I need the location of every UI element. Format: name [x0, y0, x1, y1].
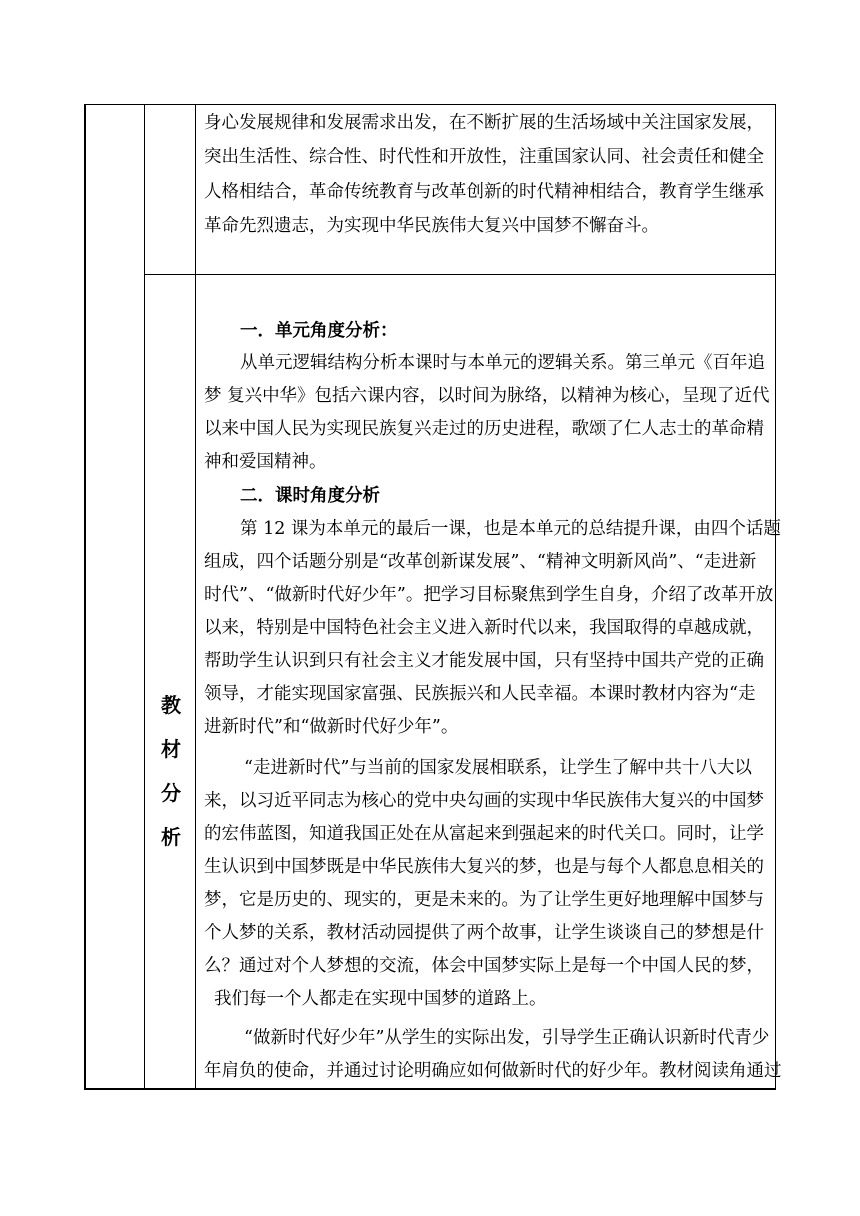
row-divider [144, 274, 776, 275]
para3-line-7: 么？通过对个人梦想的交流，体会中国梦实际上是每一个中国人民的梦， [204, 956, 764, 976]
para2-line-5: 帮助学生认识到只有社会主义才能发展中国，只有坚持中国共产党的正确 [204, 651, 764, 671]
row1-line-1: 身心发展规律和发展需求出发，在不断扩展的生活场域中关注国家发展， [204, 113, 764, 133]
para1-line-4: 神和爱国精神。 [204, 452, 327, 472]
para3-line-4: 生认识到中国梦既是中华民族伟大复兴的梦，也是与每个人都息息相关的 [204, 857, 764, 877]
row1-line-2: 突出生活性、综合性、时代性和开放性，注重国家认同、社会责任和健全 [204, 147, 764, 167]
row1-line-4: 革命先烈遗志，为实现中华民族伟大复兴中国梦不懈奋斗。 [204, 216, 659, 236]
heading-lesson-analysis: 二．课时角度分析 [240, 486, 380, 506]
para3-line-2: 来，以习近平同志为核心的党中央勾画的实现中华民族伟大复兴的中国梦 [204, 791, 764, 811]
para3-line-3: 的宏伟蓝图，知道我国正处在从富起来到强起来的时代关口。同时，让学 [204, 824, 764, 844]
para3-line-6: 个人梦的关系，教材活动园提供了两个故事，让学生谈谈自己的梦想是什 [204, 923, 764, 943]
para3-line-8: 我们每一个人都走在实现中国梦的道路上。 [214, 989, 547, 1009]
section-label-char-4: 析 [161, 825, 181, 849]
para1-line-2: 梦 复兴中华》包括六课内容，以时间为脉络，以精神为核心，呈现了近代 [204, 386, 770, 406]
section-label-char-2: 材 [161, 737, 181, 761]
para3-line-1: “走进新时代”与当前的国家发展相联系，让学生了解中共十八大以 [244, 758, 752, 778]
para4-line-1: “做新时代好少年”从学生的实际出发，引导学生正确认识新时代青少 [244, 1028, 770, 1048]
table-bottom-border [84, 1088, 776, 1090]
para1-line-1: 从单元逻辑结构分析本课时与本单元的逻辑关系。第三单元《百年追 [240, 353, 765, 373]
table-top-border [84, 104, 776, 105]
row1-line-3: 人格相结合，革命传统教育与改革创新的时代精神相结合，教育学生继承 [204, 182, 764, 202]
table-left-border [84, 104, 86, 1090]
para1-line-3: 以来中国人民为实现民族复兴走过的历史进程，歌颂了仁人志士的革命精 [204, 419, 764, 439]
column-divider-2 [195, 104, 196, 1090]
heading-unit-analysis: 一．单元角度分析： [240, 321, 398, 341]
para3-line-5: 梦，它是历史的、现实的，更是未来的。为了让学生更好地理解中国梦与 [204, 890, 764, 910]
para4-line-2: 年肩负的使命，并通过讨论明确应如何做新时代的好少年。教材阅读角通过 [204, 1061, 782, 1081]
section-label-char-1: 教 [161, 693, 181, 717]
section-label-char-3: 分 [161, 781, 181, 805]
para2-line-2: 组成，四个话题分别是“改革创新谋发展”、“精神文明新风尚”、“走进新 [204, 552, 757, 572]
para2-line-6: 领导，才能实现国家富强、民族振兴和人民幸福。本课时教材内容为“走 [204, 684, 756, 704]
para2-line-1: 第 12 课为本单元的最后一课，也是本单元的总结提升课，由四个话题 [240, 519, 781, 539]
para2-line-4: 以来，特别是中国特色社会主义进入新时代以来，我国取得的卓越成就， [204, 618, 764, 638]
para2-line-7: 进新时代”和“做新时代好少年”。 [204, 717, 459, 737]
column-divider-1 [144, 104, 145, 1090]
para2-line-3: 时代”、“做新时代好少年”。把学习目标聚焦到学生自身，介绍了改革开放 [204, 585, 774, 605]
